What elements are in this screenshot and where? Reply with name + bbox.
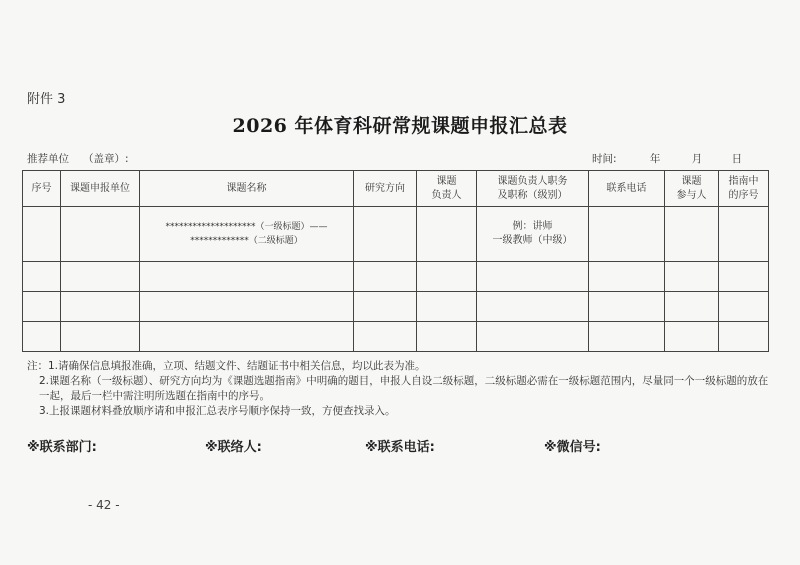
table-cell[interactable] <box>140 292 354 322</box>
table-cell[interactable] <box>417 322 477 352</box>
contact-department-label: ※联系部门: <box>27 440 97 455</box>
table-cell[interactable] <box>665 322 719 352</box>
note-3: 3.上报课题材料叠放顺序请和申报汇总表序号顺序保持一致，方便查找录入。 <box>39 405 396 417</box>
table-cell[interactable] <box>140 262 354 292</box>
day-label: 日 <box>731 153 743 165</box>
note-1: 注：1.请确保信息填报准确，立项、结题文件、结题证书中相关信息，均以此表为准。 <box>27 360 426 372</box>
table-cell[interactable] <box>61 262 140 292</box>
table-cell[interactable] <box>589 207 665 262</box>
table-cell[interactable] <box>23 262 61 292</box>
table-cell[interactable] <box>719 262 769 292</box>
recommend-unit-row <box>27 151 129 166</box>
header-seq: 序号 <box>23 171 61 207</box>
time-label: 时间: <box>592 153 617 165</box>
table-cell[interactable] <box>589 322 665 352</box>
table-header-row <box>23 171 769 207</box>
stamp-label: （盖章）: <box>83 153 129 165</box>
table-cell[interactable] <box>417 292 477 322</box>
table-cell[interactable] <box>61 322 140 352</box>
table-cell[interactable] <box>589 292 665 322</box>
summary-table <box>22 170 769 352</box>
table-cell[interactable] <box>477 292 589 322</box>
table-cell[interactable] <box>665 207 719 262</box>
table-cell[interactable] <box>354 292 417 322</box>
table-cell[interactable] <box>140 322 354 352</box>
time-row <box>592 151 742 166</box>
table-cell[interactable] <box>61 207 140 262</box>
month-label: 月 <box>691 153 703 165</box>
table-cell[interactable] <box>719 322 769 352</box>
example-topic-name-cell[interactable]: ********************（一级标题）—— *************（二级标题） <box>140 207 354 262</box>
table-row <box>23 262 769 292</box>
table-cell[interactable] <box>719 292 769 322</box>
table-cell[interactable] <box>417 262 477 292</box>
table-cell[interactable] <box>665 292 719 322</box>
attachment-label: 附件 3 <box>27 92 66 107</box>
table-cell[interactable] <box>23 322 61 352</box>
year-label: 年 <box>649 153 661 165</box>
table-cell[interactable] <box>23 207 61 262</box>
table-cell[interactable] <box>417 207 477 262</box>
page-title: 2026 年体育科研常规课题申报汇总表 <box>232 115 568 137</box>
notes-section <box>27 359 771 419</box>
contact-wechat-label: ※微信号: <box>544 440 601 455</box>
example-title-cell[interactable]: 例：讲师 一级教师（中级） <box>477 207 589 262</box>
header-leader-title: 课题负责人职务 及职称（级别） <box>477 171 589 207</box>
table-cell[interactable] <box>23 292 61 322</box>
table-cell[interactable] <box>477 322 589 352</box>
contact-person-label: ※联络人: <box>205 440 262 455</box>
header-guide-index: 指南中 的序号 <box>719 171 769 207</box>
header-phone: 联系电话 <box>589 171 665 207</box>
header-direction: 研究方向 <box>354 171 417 207</box>
page-number: - 42 - <box>88 498 120 512</box>
table-row <box>23 292 769 322</box>
contact-phone-label: ※联系电话: <box>365 440 435 455</box>
header-topic-name: 课题名称 <box>140 171 354 207</box>
note-2: 2.课题名称（一级标题）、研究方向均为《课题选题指南》中明确的题目，申报人自设二级标题，二级标题必需在一级标题范围内，尽量同一个一级标题的放在一起，最后一栏中需注明所选题在指南中的序号。 <box>39 375 769 402</box>
table-row <box>23 207 769 262</box>
recommend-unit-label: 推荐单位 <box>27 153 69 165</box>
table-cell[interactable] <box>477 262 589 292</box>
table-row <box>23 322 769 352</box>
table-cell[interactable] <box>719 207 769 262</box>
header-leader: 课题 负责人 <box>417 171 477 207</box>
table-cell[interactable] <box>354 262 417 292</box>
table-cell[interactable] <box>354 322 417 352</box>
table-cell[interactable] <box>665 262 719 292</box>
table-cell[interactable] <box>61 292 140 322</box>
table-cell[interactable] <box>589 262 665 292</box>
header-participants: 课题 参与人 <box>665 171 719 207</box>
table-cell[interactable] <box>354 207 417 262</box>
header-unit: 课题申报单位 <box>61 171 140 207</box>
